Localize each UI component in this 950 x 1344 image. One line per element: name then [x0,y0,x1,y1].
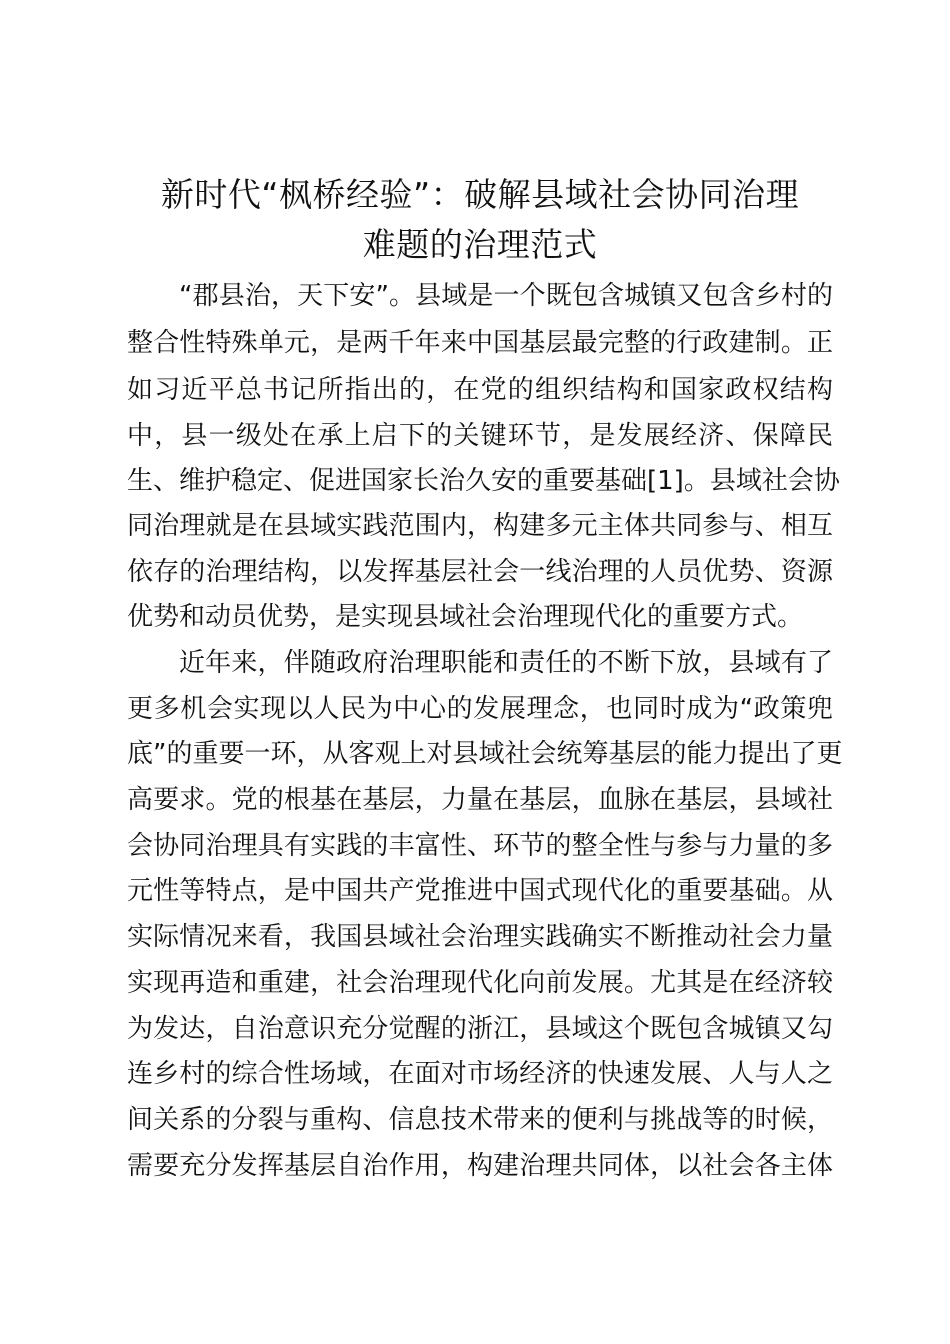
paragraph-2-line-4: 高要求。党的根基在基层，力量在基层，血脉在基层，县域社 [127,785,833,815]
paragraph-1-line-7: 依存的治理结构，以发挥基层社会一线治理的人员优势、资源 [127,557,833,587]
paragraph-2-line-9: 为发达，自治意识充分觉醒的浙江，县域这个既包含城镇又勾 [127,1014,833,1044]
paragraph-2-line-7: 实际情况来看，我国县域社会治理实践确实不断推动社会力量 [127,922,833,952]
paragraph-2-line-2: 更多机会实现以人民为中心的发展理念，也同时成为“政策兜 [127,694,833,724]
paragraph-2-line-8: 实现再造和重建，社会治理现代化向前发展。尤其是在经济较 [127,968,833,998]
document-title-line-1: 新时代“枫桥经验”：破解县域社会协同治理 [160,175,800,214]
document-title-line-2: 难题的治理范式 [362,225,598,264]
paragraph-2-line-1: 近年来，伴随政府治理职能和责任的不断下放，县域有了 [179,648,833,678]
paragraph-2-line-6: 元性等特点，是中国共产党推进中国式现代化的重要基础。从 [127,876,833,906]
paragraph-1-line-6: 同治理就是在县域实践范围内，构建多元主体共同参与、相互 [127,511,833,541]
paragraph-1-line-2: 整合性特殊单元，是两千年来中国基层最完整的行政建制。正 [127,328,833,358]
paragraph-1-line-4: 中，县一级处在承上启下的关键环节，是发展经济、保障民 [127,421,833,451]
paragraph-1-line-3: 如习近平总书记所指出的，在党的组织结构和国家政权结构 [127,375,833,405]
paragraph-1-line-8: 优势和动员优势，是实现县域社会治理现代化的重要方式。 [127,602,804,632]
paragraph-1-line-5: 生、维护稳定、促进国家长治久安的重要基础[1]。县域社会协 [127,466,840,496]
paragraph-2-line-5: 会协同治理具有实践的丰富性、环节的整全性与参与力量的多 [127,831,833,861]
paragraph-2-line-10: 连乡村的综合性场域，在面对市场经济的快速发展、人与人之 [127,1059,833,1089]
paragraph-1-line-1: “郡县治，天下安”。县域是一个既包含城镇又包含乡村的 [179,281,833,311]
paragraph-2-line-12: 需要充分发挥基层自治作用，构建治理共同体，以社会各主体 [127,1151,833,1181]
paragraph-2-line-3: 底”的重要一环，从客观上对县域社会统筹基层的能力提出了更 [127,739,843,769]
paragraph-2-line-11: 间关系的分裂与重构、信息技术带来的便利与挑战等的时候， [127,1105,833,1135]
